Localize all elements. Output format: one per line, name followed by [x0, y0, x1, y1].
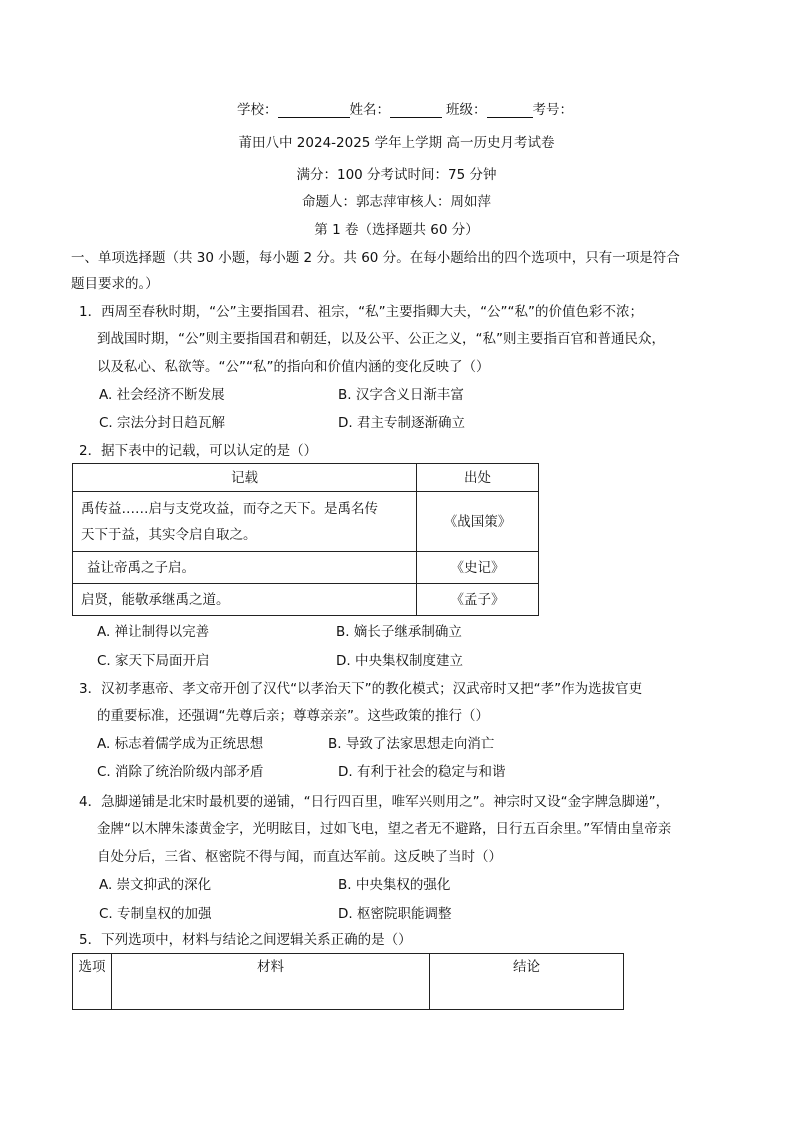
q2-row3-source: 《孟子》: [417, 584, 539, 616]
student-info-line: [237, 98, 573, 118]
q5-header-option: 选项: [73, 954, 112, 1010]
q2-row1-record: [73, 492, 417, 552]
q1-stem-line2: 到战国时期，“公”则主要指国君和朝廷，以及公平、公正之义，“私”则主要指百官和普通民众，: [97, 331, 665, 347]
q5-header-conclusion: 结论: [430, 954, 624, 1010]
record-line: 禹传益……启与支党攻益，而夺之天下。是禹名传: [81, 500, 378, 517]
q5-header-material: 材料: [112, 954, 430, 1010]
q3-option-c[interactable]: C. 消除了统治阶级内部矛盾: [97, 764, 264, 780]
q4-option-b[interactable]: B. 中央集权的强化: [338, 877, 451, 893]
q1-stem-line1: 1．西周至春秋时期，“公”主要指国君、祖宗，“私”主要指卿大夫，“公”“私”的价值色彩不浓；: [79, 304, 644, 320]
name-label: 姓名：: [349, 102, 390, 118]
q5-stem: 5．下列选项中，材料与结论之间逻辑关系正确的是（）: [79, 932, 412, 948]
q1-option-d[interactable]: D. 君主专制逐渐确立: [338, 415, 465, 431]
table-row: [73, 492, 539, 552]
exam-no-label: 考号：: [532, 102, 573, 118]
name-blank[interactable]: [390, 102, 442, 118]
q4-stem-line3: 自处分后，三省、枢密院不得与闻，而直达军前。这反映了当时（）: [97, 849, 502, 865]
q2-table: [72, 463, 539, 616]
record-line: 天下于益，其实令启自取之。: [81, 526, 257, 543]
q2-option-b[interactable]: B. 嫡长子继承制确立: [336, 624, 462, 640]
q5-table: [72, 953, 624, 1010]
q4-stem-line2: 金牌“以木牌朱漆黄金字，光明眩目，过如飞电，望之者无不避路，日行五百余里。”军情由皇帝亲: [97, 821, 672, 837]
q3-stem-line1: 3．汉初孝惠帝、孝文帝开创了汉代“以孝治天下”的教化模式；汉武帝时又把“孝”作为选拔官吏: [79, 681, 643, 697]
score-time: 满分：100 分考试时间：75 分钟: [296, 167, 497, 183]
q2-row2-record: 益让帝禹之子启。: [73, 552, 417, 584]
q3-option-a[interactable]: A. 标志着儒学成为正统思想: [97, 736, 264, 752]
q2-row3-record: 启贤，能敬承继禹之道。: [73, 584, 417, 616]
q2-option-d[interactable]: D. 中央集权制度建立: [336, 653, 463, 669]
q4-stem-line1: 4．急脚递铺是北宋时最机要的递铺，“日行四百里，唯军兴则用之”。神宗时又设“金字牌急脚递”，: [79, 794, 670, 810]
q3-stem-line2: 的重要标准，还强调“先尊后亲；尊尊亲亲”。这些政策的推行（）: [97, 708, 489, 724]
table-row: [73, 584, 539, 616]
class-label: 班级：: [446, 102, 487, 118]
q3-option-d[interactable]: D. 有利于社会的稳定与和谐: [338, 764, 506, 780]
authors: 命题人：郭志萍审核人：周如萍: [302, 194, 491, 210]
table-row: [73, 552, 539, 584]
q2-row2-source: 《史记》: [417, 552, 539, 584]
q4-option-c[interactable]: C. 专制皇权的加强: [99, 906, 212, 922]
school-blank[interactable]: [278, 102, 350, 118]
q4-option-d[interactable]: D. 枢密院职能调整: [338, 906, 452, 922]
q2-table-header-row: [73, 464, 539, 492]
exam-title: 莆田八中 2024-2025 学年上学期 高一历史月考试卷: [238, 135, 555, 151]
section-instructions-line1: 一、单项选择题（共 30 小题，每小题 2 分。共 60 分。在每小题给出的四个选项中，只有一项是符合: [71, 250, 680, 266]
q2-stem: 2．据下表中的记载，可以认定的是（）: [79, 443, 318, 459]
school-label: 学校：: [237, 102, 278, 118]
q5-table-header-row: [73, 954, 624, 1010]
section-instructions-line2: 题目要求的。）: [71, 276, 159, 292]
q2-header-source: 出处: [417, 464, 539, 492]
volume-heading: 第 1 卷（选择题共 60 分）: [314, 222, 479, 238]
q4-option-a[interactable]: A. 崇文抑武的深化: [99, 877, 212, 893]
class-blank[interactable]: [487, 102, 533, 118]
q2-option-c[interactable]: C. 家天下局面开启: [97, 653, 210, 669]
q2-header-record: 记载: [73, 464, 417, 492]
q1-option-a[interactable]: A. 社会经济不断发展: [99, 387, 225, 403]
q2-option-a[interactable]: A. 禅让制得以完善: [97, 624, 210, 640]
q2-row1-source: 《战国策》: [417, 492, 539, 552]
q1-option-c[interactable]: C. 宗法分封日趋瓦解: [99, 415, 226, 431]
q1-option-b[interactable]: B. 汉字含义日渐丰富: [338, 387, 464, 403]
q3-option-b[interactable]: B. 导致了法家思想走向消亡: [328, 736, 495, 752]
q1-stem-line3: 以及私心、私欲等。“公”“私”的指向和价值内涵的变化反映了（）: [97, 359, 490, 375]
